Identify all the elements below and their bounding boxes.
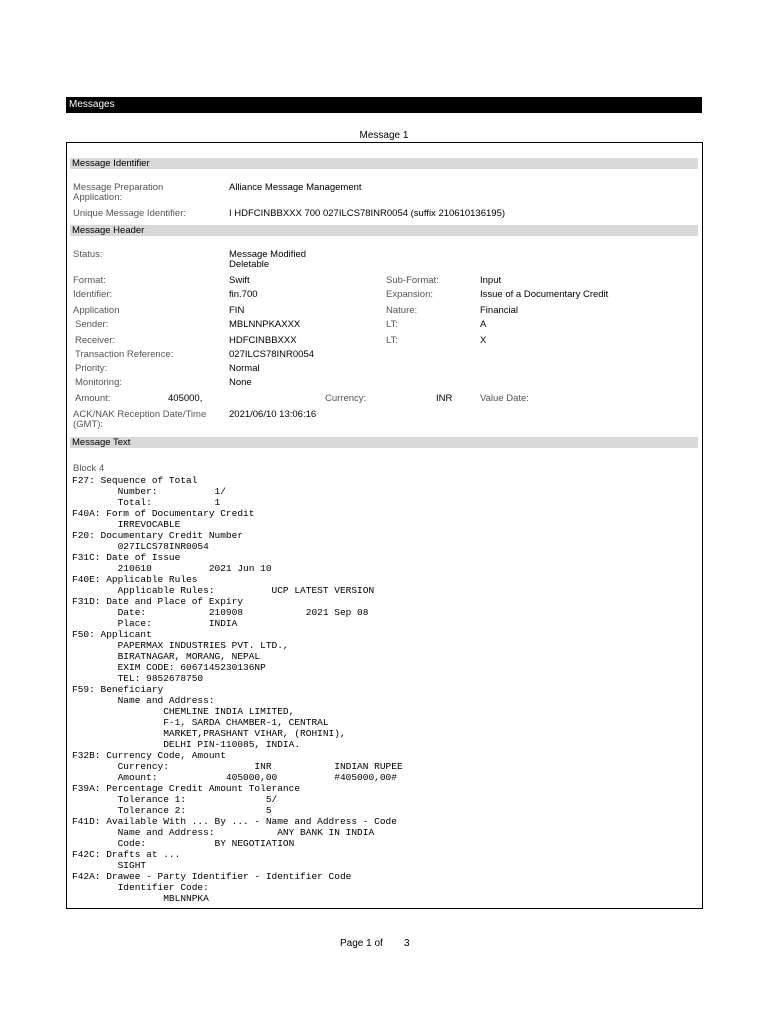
nature-value: Financial <box>480 305 519 316</box>
section-message-text: Message Text <box>70 437 698 448</box>
message-number: Message 1 <box>359 130 409 141</box>
subformat-label: Sub-Format: <box>386 275 439 286</box>
prep-app-label: Message Preparation Application: <box>73 182 164 203</box>
umi-value: I HDFCINBBXXX 700 027ILCS78INR0054 (suffix 210610136195) <box>229 208 506 219</box>
currency-label: Currency: <box>325 393 367 404</box>
receiver-value: HDFCINBBXXX <box>229 335 297 346</box>
block-label: Block 4 <box>73 463 105 474</box>
application-label: Application <box>73 305 120 316</box>
expansion-value: Issue of a Documentary Credit <box>480 289 609 300</box>
expansion-label: Expansion: <box>386 289 434 300</box>
priority-value: Normal <box>229 363 260 374</box>
format-value: Swift <box>229 275 250 286</box>
sender-value: MBLNNPKAXXX <box>229 319 301 330</box>
subformat-value: Input <box>480 275 502 286</box>
status-label: Status: <box>73 249 103 260</box>
txref-label: Transaction Reference: <box>75 349 174 360</box>
page-total: 3 <box>404 938 410 949</box>
identifier-label: Identifier: <box>73 289 113 300</box>
amount-label: Amount: <box>75 393 111 404</box>
monitoring-value: None <box>229 377 252 388</box>
format-label: Format: <box>73 275 106 286</box>
message-panel <box>66 142 703 909</box>
ack-label: ACK/NAK Reception Date/Time (GMT): <box>73 409 207 430</box>
lt-label-1: LT: <box>386 319 398 330</box>
prep-app-value: Alliance Message Management <box>229 182 362 193</box>
message-text-body: F27: Sequence of Total Number: 1/ Total: 1 F40A: Form of Documentary Credit IRREVOCABLE F20: Documentary Credit Number 027ILCS78INR0054 F31C: Date of Issue 210610 2021 Jun 10 F40E: Applicable Rules Applicable Rules: UCP LATEST VERSION F31D: Date and Place of Expiry Date: 210908 2021 Sep 08 Place: INDIA F50: Applicant PAPERMAX INDUSTRIES PVT. LTD., BIRATNAGAR, MORANG, NEPAL EXIM CODE: 6067145230136NP TEL: 9852678750 F59: Beneficiary Name and Address: CHEMLINE INDIA LIMITED, F-1, SARDA CHAMBER-1, CENTRAL MARKET,PRASHANT VIHAR, (ROHINI), DELHI PIN-110085, INDIA. F32B: Currency Code, Amount Currency: INR INDIAN RUPEE Amount: 405000,00 #405000,00# F39A: Percentage Credit Amount Tolerance Tolerance 1: 5/ Tolerance 2: 5 F41D: Available With ... By ... - Name and Address - Code Name and Address: ANY BANK IN INDIA Code: BY NEGOTIATION F42C: Drafts at ... SIGHT F42A: Drawee - Party Identifier - Identifier Code Identifier Code: MBLNNPKA <box>72 475 403 904</box>
application-value: FIN <box>229 305 245 316</box>
sender-label: Sender: <box>75 319 109 330</box>
txref-value: 027ILCS78INR0054 <box>229 349 315 360</box>
amount-value: 405000, <box>168 393 203 404</box>
lt-value-1: A <box>480 319 487 330</box>
status-value-2: Deletable <box>229 259 270 270</box>
messages-title-bar: Messages <box>66 97 702 113</box>
value-date-label: Value Date: <box>480 393 529 404</box>
page-label: Page 1 of <box>340 938 383 949</box>
nature-label: Nature: <box>386 305 418 316</box>
status-value-1: Message Modified <box>229 249 307 260</box>
umi-label: Unique Message Identifier: <box>73 208 187 219</box>
priority-label: Priority: <box>75 363 108 374</box>
identifier-value: fin.700 <box>229 289 258 300</box>
receiver-label: Receiver: <box>75 335 116 346</box>
lt-label-2: LT: <box>386 335 398 346</box>
currency-value: INR <box>436 393 453 404</box>
lt-value-2: X <box>480 335 487 346</box>
section-message-header: Message Header <box>70 225 698 236</box>
monitoring-label: Monitoring: <box>75 377 122 388</box>
ack-value: 2021/06/10 13:06:16 <box>229 409 317 420</box>
section-message-identifier: Message Identifier <box>70 158 698 169</box>
